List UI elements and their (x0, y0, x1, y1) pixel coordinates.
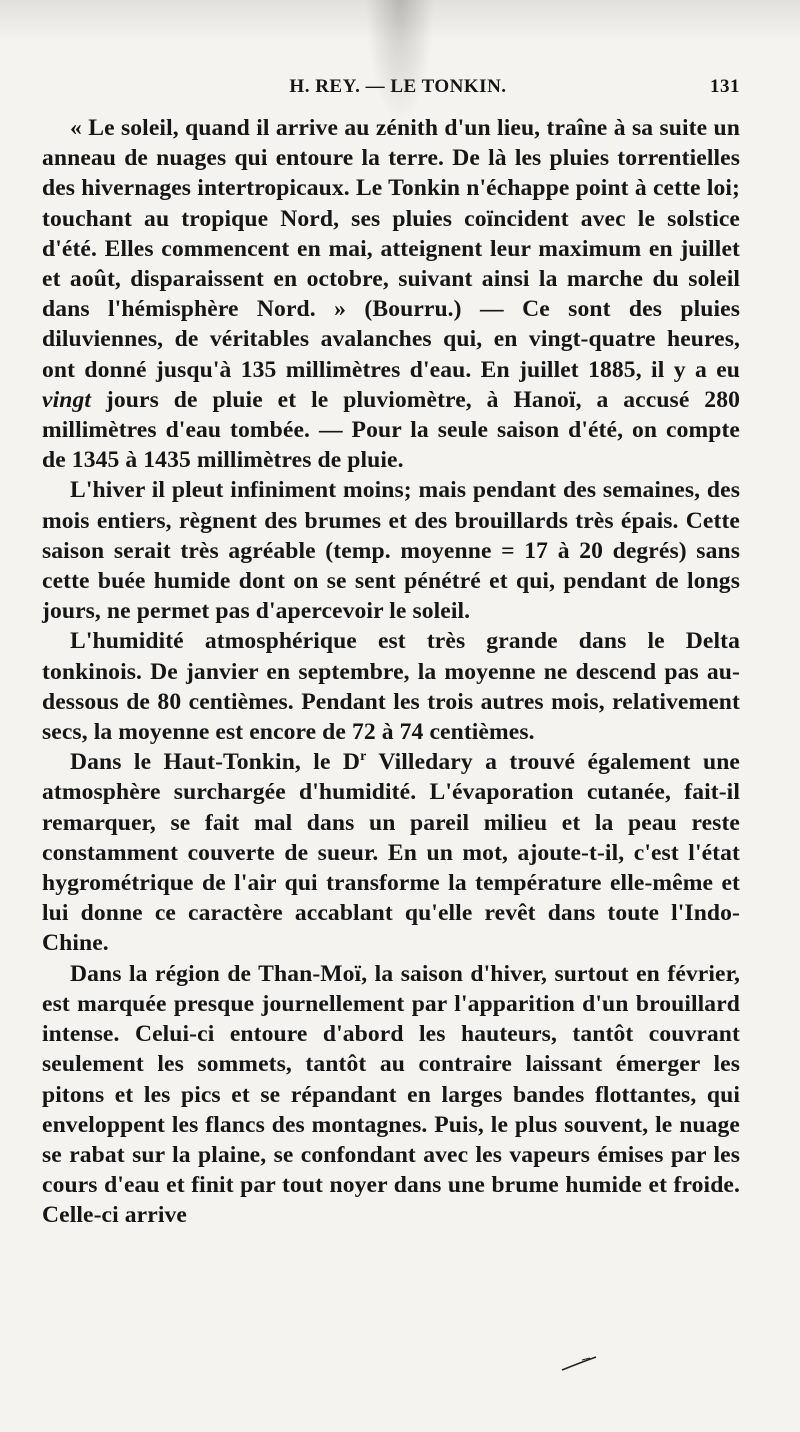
pen-mark (560, 1354, 600, 1374)
paragraph-humidity: L'humidité atmosphérique est très grande dans le Delta tonkinois. De janvier en septembre, la moyenne ne descend pas au-dessous de 80 centièmes. Pendant les trois autres mois, relativement secs, la moyenne est encore de 72 à 74 centièmes. (42, 628, 740, 746)
body-text (42, 113, 740, 1231)
paragraph-text: Villedary a trouvé également une atmosphère surchargée d'humidité. L'évaporation cutanée, fait-il remarquer, se fait mal dans un pareil milieu et la peau reste constamment couverte de sueur. En un mot, ajoute-t-il, c'est l'état hygrométrique de l'air qui transforme la température elle-même et lui donne ce caractère accablant qu'elle revêt dans toute l'Indo-Chine. (42, 749, 740, 957)
emphasis-text: vingt (42, 386, 92, 413)
paragraph-text: jours de pluie et le pluviomètre, à Hanoï, a accusé 280 millimètres d'eau tombée. — Pour la seule saison d'été, on compte de 1345 à 1435 millimètres de pluie. (42, 386, 740, 474)
running-head: H. REY. — LE TONKIN. (289, 76, 507, 97)
paragraph-rain-season (42, 113, 740, 475)
paragraph-than-moi: Dans la région de Than-Moï, la saison d'hiver, surtout en février, est marquée presque journellement par l'apparition d'un brouillard intense. Celui-ci entoure d'abord les hauteurs, tantôt couvrant seulement les sommets, tantôt au contraire laissant émerger les pitons et les pics et se répandant en larges bandes flottantes, qui enveloppent les flancs des montagnes. Puis, le plus souvent, le nuage se rabat sur la plaine, se confondant avec les vapeurs émises par les cours d'eau et finit par tout noyer dans une brume humide et froide. Celle-ci arrive (42, 960, 740, 1229)
page-header (42, 76, 740, 100)
superscript-text: r (360, 749, 367, 765)
paragraph-text: Dans le Haut-Tonkin, le D (70, 749, 361, 776)
paragraph-text: « Le soleil, quand il arrive au zénith d'un lieu, traîne à sa suite un anneau de nuages qui entoure la terre. De là les pluies torrentielles des hivernages intertropicaux. Le Tonkin n'échappe point à cette loi; touchant au tropique Nord, ses pluies coïncident avec le solstice d'été. Elles commencent en mai, atteignent leur maximum en juillet et août, disparaissent en octobre, suivant ainsi la marche du soleil dans l'hémisphère Nord. » (Bourru.) — Ce sont des pluies diluviennes, de véritables avalanches qui, en vingt-quatre heures, ont donné jusqu'à 135 millimètres d'eau. En juillet 1885, il y a eu (42, 115, 740, 383)
paragraph-haut-tonkin (42, 747, 740, 958)
paragraph-winter: L'hiver il pleut infiniment moins; mais pendant des semaines, des mois entiers, règnent des brumes et des brouillards très épais. Cette saison serait très agréable (temp. moyenne = 17 à 20 degrés) sans cette buée humide dont on se sent pénétré et qui, pendant de longs jours, ne permet pas d'apercevoir le soleil. (42, 477, 740, 625)
page-number: 131 (710, 76, 740, 97)
